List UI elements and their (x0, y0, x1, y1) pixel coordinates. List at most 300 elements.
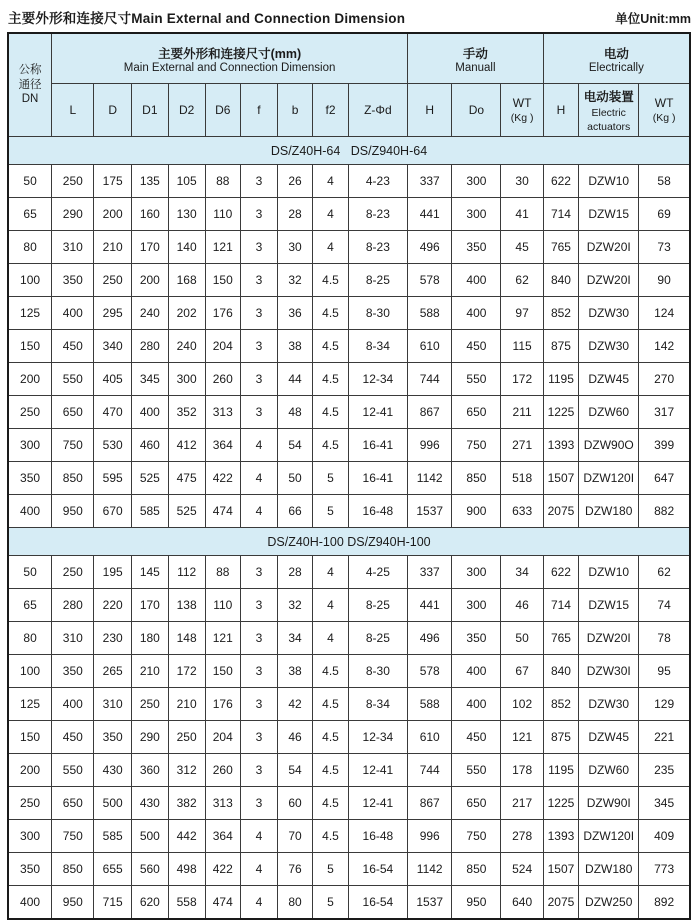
table-cell: 1225 (543, 787, 578, 820)
table-cell: 150 (205, 655, 240, 688)
table-cell: 996 (408, 429, 452, 462)
col-header-d6 (205, 84, 240, 137)
table-cell: 4.5 (313, 396, 348, 429)
table-cell: 405 (94, 363, 132, 396)
col-header-d2 (168, 84, 205, 137)
table-cell: 36 (277, 297, 312, 330)
table-cell: 400 (52, 297, 94, 330)
table-cell: 45 (501, 231, 543, 264)
table-cell: 1393 (543, 429, 578, 462)
table-cell: 840 (543, 655, 578, 688)
table-cell: 62 (639, 556, 690, 589)
table-row (8, 462, 690, 495)
table-cell: 290 (52, 198, 94, 231)
table-row (8, 853, 690, 886)
table-cell: 4.5 (313, 688, 348, 721)
table-cell: 110 (205, 198, 240, 231)
table-cell: DZW45 (579, 721, 639, 754)
table-cell: 105 (168, 165, 205, 198)
group-header-electric (543, 33, 690, 84)
table-cell: DZW10 (579, 165, 639, 198)
table-row (8, 429, 690, 462)
table-cell: 1195 (543, 363, 578, 396)
table-cell: 3 (241, 754, 278, 787)
table-cell: 8-25 (348, 264, 407, 297)
group-header-row (8, 33, 690, 84)
table-cell: 3 (241, 231, 278, 264)
table-header (8, 33, 690, 137)
table-cell: DZW120I (579, 820, 639, 853)
table-cell: 124 (639, 297, 690, 330)
table-cell: 578 (408, 264, 452, 297)
table-cell: 8-30 (348, 655, 407, 688)
table-cell: 170 (131, 231, 168, 264)
table-cell: 650 (52, 396, 94, 429)
table-row (8, 754, 690, 787)
col-header-zd (348, 84, 407, 137)
table-cell: 4 (313, 556, 348, 589)
col-header-b (277, 84, 312, 137)
table-cell: 313 (205, 787, 240, 820)
table-cell: 1537 (408, 886, 452, 920)
col-header-line: (Kg ) (510, 112, 534, 124)
table-cell: 1507 (543, 853, 578, 886)
table-cell: 250 (52, 556, 94, 589)
table-cell: 350 (8, 462, 52, 495)
table-cell: 28 (277, 198, 312, 231)
table-cell: 350 (52, 655, 94, 688)
table-cell: DZW30 (579, 330, 639, 363)
table-cell: 16-54 (348, 853, 407, 886)
col-header-line: b (291, 103, 299, 117)
table-cell: 850 (452, 462, 501, 495)
table-cell: 588 (408, 297, 452, 330)
table-cell: 5 (313, 886, 348, 920)
table-row (8, 721, 690, 754)
table-cell: 422 (205, 853, 240, 886)
table-cell: 4.5 (313, 264, 348, 297)
table-row (8, 264, 690, 297)
table-cell: 4 (313, 165, 348, 198)
table-cell: 138 (168, 589, 205, 622)
table-cell: 3 (241, 622, 278, 655)
table-row (8, 787, 690, 820)
table-cell: 4 (241, 495, 278, 528)
table-cell: 70 (277, 820, 312, 853)
table-cell: 950 (452, 886, 501, 920)
table-cell: 317 (639, 396, 690, 429)
table-cell: 498 (168, 853, 205, 886)
table-cell: 337 (408, 165, 452, 198)
table-cell: 250 (131, 688, 168, 721)
table-cell: 12-41 (348, 754, 407, 787)
col-header-line: Do (468, 103, 485, 117)
table-cell: 300 (452, 589, 501, 622)
table-cell: 4 (241, 886, 278, 920)
table-cell: 475 (168, 462, 205, 495)
table-cell: 496 (408, 622, 452, 655)
col-header-f2 (313, 84, 348, 137)
table-cell: 750 (52, 429, 94, 462)
table-cell: 38 (277, 655, 312, 688)
table-cell: 32 (277, 589, 312, 622)
table-cell: 850 (52, 853, 94, 886)
table-cell: 1507 (543, 462, 578, 495)
col-header-line: Electric (591, 107, 626, 119)
table-cell: 210 (94, 231, 132, 264)
table-cell: DZW30 (579, 688, 639, 721)
table-cell: 399 (639, 429, 690, 462)
col-header-line: D6 (215, 103, 231, 117)
table-cell: 337 (408, 556, 452, 589)
table-cell: 312 (168, 754, 205, 787)
table-cell: 3 (241, 589, 278, 622)
table-cell: 250 (168, 721, 205, 754)
table-cell: 650 (452, 787, 501, 820)
table-cell: 12-34 (348, 721, 407, 754)
col-header-f (241, 84, 278, 137)
table-row (8, 622, 690, 655)
table-cell: 300 (452, 165, 501, 198)
table-cell: 46 (501, 589, 543, 622)
table-cell: 200 (131, 264, 168, 297)
table-cell: 400 (452, 264, 501, 297)
table-cell: 66 (277, 495, 312, 528)
table-row (8, 688, 690, 721)
table-cell: 240 (168, 330, 205, 363)
table-cell: 867 (408, 396, 452, 429)
table-cell: 121 (205, 231, 240, 264)
table-cell: 622 (543, 556, 578, 589)
table-cell: 78 (639, 622, 690, 655)
table-cell: 650 (452, 396, 501, 429)
col-header-line: f2 (325, 103, 336, 117)
col-header-wt (639, 84, 690, 137)
table-cell: 310 (94, 688, 132, 721)
col-header-d (94, 84, 132, 137)
table-cell: 622 (543, 165, 578, 198)
table-cell: 3 (241, 787, 278, 820)
table-cell: 2075 (543, 495, 578, 528)
table-cell: 350 (8, 853, 52, 886)
table-cell: 4.5 (313, 754, 348, 787)
table-cell: 382 (168, 787, 205, 820)
table-cell: 4 (241, 820, 278, 853)
table-cell: 240 (131, 297, 168, 330)
table-cell: 412 (168, 429, 205, 462)
col-header-h (543, 84, 578, 137)
table-cell: 765 (543, 231, 578, 264)
table-cell: DZW250 (579, 886, 639, 920)
section-band (8, 137, 690, 165)
table-cell: 3 (241, 396, 278, 429)
table-cell: 168 (168, 264, 205, 297)
table-cell: 3 (241, 330, 278, 363)
table-cell: 90 (639, 264, 690, 297)
table-cell: 220 (94, 589, 132, 622)
table-cell: 100 (8, 264, 52, 297)
table-cell: 3 (241, 363, 278, 396)
table-cell: 140 (168, 231, 205, 264)
table-cell: 750 (452, 820, 501, 853)
title-bar (0, 0, 699, 32)
table-cell: 125 (8, 688, 52, 721)
table-cell: 150 (8, 330, 52, 363)
table-cell: 5 (313, 495, 348, 528)
table-cell: 250 (8, 787, 52, 820)
table-cell: 160 (131, 198, 168, 231)
table-cell: 875 (543, 721, 578, 754)
group-header-manual (408, 33, 544, 84)
table-cell: 400 (452, 297, 501, 330)
col-header-line: D1 (142, 103, 158, 117)
table-cell: 5 (313, 853, 348, 886)
table-cell: 65 (8, 589, 52, 622)
table-cell: 500 (131, 820, 168, 853)
group-dimensions-en: Main External and Connection Dimension (123, 61, 336, 74)
table-cell: 1142 (408, 853, 452, 886)
table-cell: 46 (277, 721, 312, 754)
table-row (8, 330, 690, 363)
col-header-line: D (108, 103, 117, 117)
table-cell: 8-34 (348, 330, 407, 363)
group-manual-en: Manuall (455, 61, 496, 74)
table-cell: 115 (501, 330, 543, 363)
table-cell: 900 (452, 495, 501, 528)
table-cell: 176 (205, 297, 240, 330)
table-cell: 400 (131, 396, 168, 429)
table-cell: 633 (501, 495, 543, 528)
table-row (8, 886, 690, 920)
table-cell: 80 (277, 886, 312, 920)
table-cell: 67 (501, 655, 543, 688)
col-header-l (52, 84, 94, 137)
table-row (8, 363, 690, 396)
table-cell: DZW180 (579, 495, 639, 528)
table-cell: 180 (131, 622, 168, 655)
col-header-line: H (556, 103, 566, 117)
table-cell: 38 (277, 330, 312, 363)
table-cell: 250 (52, 165, 94, 198)
table-cell: 400 (452, 655, 501, 688)
unit-label: 单位Unit:mm (615, 12, 691, 26)
table-cell: 882 (639, 495, 690, 528)
table-cell: 350 (94, 721, 132, 754)
table-cell: DZW10 (579, 556, 639, 589)
table-cell: 44 (277, 363, 312, 396)
table-cell: 42 (277, 688, 312, 721)
table-cell: 3 (241, 655, 278, 688)
dimension-table (7, 32, 691, 920)
table-cell: 496 (408, 231, 452, 264)
col-header-line: actuators (587, 121, 631, 133)
col-header-电动装置 (579, 84, 639, 137)
table-cell: DZW120I (579, 462, 639, 495)
table-cell: 610 (408, 330, 452, 363)
table-cell: 250 (8, 396, 52, 429)
table-cell: 260 (205, 754, 240, 787)
table-cell: 560 (131, 853, 168, 886)
table-cell: 28 (277, 556, 312, 589)
table-cell: 714 (543, 589, 578, 622)
table-cell: 4.5 (313, 655, 348, 688)
table-cell: 211 (501, 396, 543, 429)
table-row (8, 589, 690, 622)
table-cell: 130 (168, 198, 205, 231)
table-cell: 530 (94, 429, 132, 462)
table-cell: 260 (205, 363, 240, 396)
table-cell: 210 (168, 688, 205, 721)
table-cell: 30 (277, 231, 312, 264)
table-cell: 110 (205, 589, 240, 622)
table-cell: 54 (277, 754, 312, 787)
table-cell: 450 (452, 721, 501, 754)
col-header-line: WT (654, 96, 674, 110)
table-cell: 518 (501, 462, 543, 495)
table-cell: 278 (501, 820, 543, 853)
table-cell: DZW20I (579, 231, 639, 264)
table-cell: 300 (168, 363, 205, 396)
table-row (8, 198, 690, 231)
table-cell: 364 (205, 820, 240, 853)
table-row (8, 820, 690, 853)
table-cell: 714 (543, 198, 578, 231)
table-cell: 852 (543, 297, 578, 330)
col-header-wt (501, 84, 543, 137)
table-cell: 76 (277, 853, 312, 886)
table-cell: 135 (131, 165, 168, 198)
table-cell: DZW60 (579, 396, 639, 429)
table-cell: 204 (205, 721, 240, 754)
table-cell: 640 (501, 886, 543, 920)
table-cell: 26 (277, 165, 312, 198)
table-cell: DZW180 (579, 853, 639, 886)
table-cell: 550 (452, 363, 501, 396)
dn-column-header (8, 33, 52, 137)
table-cell: 200 (8, 754, 52, 787)
table-cell: 4.5 (313, 721, 348, 754)
table-cell: 585 (94, 820, 132, 853)
table-row (8, 165, 690, 198)
table-cell: 4 (241, 462, 278, 495)
table-cell: 850 (52, 462, 94, 495)
table-cell: 12-34 (348, 363, 407, 396)
table-cell: 1195 (543, 754, 578, 787)
table-cell: 350 (52, 264, 94, 297)
table-cell: 430 (131, 787, 168, 820)
table-cell: 310 (52, 622, 94, 655)
table-cell: 4 (313, 198, 348, 231)
col-header-line: 电动装置 (583, 90, 634, 104)
group-dimensions-zh: 主要外形和连接尺寸(mm) (158, 46, 302, 61)
table-cell: 950 (52, 886, 94, 920)
table-cell: 364 (205, 429, 240, 462)
table-cell: DZW45 (579, 363, 639, 396)
table-cell: 60 (277, 787, 312, 820)
table-cell: 4.5 (313, 787, 348, 820)
table-cell: 100 (8, 655, 52, 688)
table-cell: 4.5 (313, 297, 348, 330)
table-cell: 8-23 (348, 198, 407, 231)
table-cell: 1393 (543, 820, 578, 853)
table-cell: 74 (639, 589, 690, 622)
table-cell: 524 (501, 853, 543, 886)
table-cell: 441 (408, 589, 452, 622)
table-cell: 172 (501, 363, 543, 396)
col-header-line: (Kg ) (652, 112, 676, 124)
table-cell: 300 (8, 820, 52, 853)
table-cell: 73 (639, 231, 690, 264)
table-cell: 950 (52, 495, 94, 528)
table-cell: 470 (94, 396, 132, 429)
table-cell: 176 (205, 688, 240, 721)
table-cell: 3 (241, 264, 278, 297)
table-cell: 400 (8, 886, 52, 920)
table-cell: 195 (94, 556, 132, 589)
table-cell: 69 (639, 198, 690, 231)
table-cell: 996 (408, 820, 452, 853)
table-cell: 744 (408, 754, 452, 787)
group-electric-zh: 电动 (603, 46, 629, 61)
table-cell: DZW30I (579, 655, 639, 688)
table-cell: 204 (205, 330, 240, 363)
table-cell: 5 (313, 462, 348, 495)
table-cell: 230 (94, 622, 132, 655)
table-cell: 50 (501, 622, 543, 655)
table-cell: 773 (639, 853, 690, 886)
table-cell: 80 (8, 622, 52, 655)
table-cell: 217 (501, 787, 543, 820)
table-cell: 550 (52, 754, 94, 787)
group-manual-zh: 手动 (462, 46, 488, 61)
table-cell: 875 (543, 330, 578, 363)
table-cell: 97 (501, 297, 543, 330)
table-cell: 235 (639, 754, 690, 787)
group-header-dimensions (52, 33, 408, 84)
table-cell: 88 (205, 556, 240, 589)
section-band (8, 528, 690, 556)
table-cell: 34 (277, 622, 312, 655)
table-cell: 58 (639, 165, 690, 198)
col-header-line: Z-Φd (364, 103, 392, 117)
table-cell: 460 (131, 429, 168, 462)
table-cell: 300 (452, 556, 501, 589)
table-cell: 4 (241, 853, 278, 886)
table-cell: 595 (94, 462, 132, 495)
table-cell: 474 (205, 495, 240, 528)
table-cell: 129 (639, 688, 690, 721)
table-cell: 670 (94, 495, 132, 528)
table-cell: 360 (131, 754, 168, 787)
table-cell: 442 (168, 820, 205, 853)
table-cell: 655 (94, 853, 132, 886)
table-cell: 525 (131, 462, 168, 495)
table-cell: 16-41 (348, 462, 407, 495)
table-cell: 200 (8, 363, 52, 396)
table-cell: 88 (205, 165, 240, 198)
table-cell: 112 (168, 556, 205, 589)
table-cell: 352 (168, 396, 205, 429)
table-cell: 170 (131, 589, 168, 622)
table-cell: 3 (241, 165, 278, 198)
col-header-line: H (425, 103, 435, 117)
table-cell: 4.5 (313, 363, 348, 396)
table-cell: 610 (408, 721, 452, 754)
table-cell: 585 (131, 495, 168, 528)
table-cell: 400 (452, 688, 501, 721)
table-cell: DZW30 (579, 297, 639, 330)
table-cell: 1142 (408, 462, 452, 495)
